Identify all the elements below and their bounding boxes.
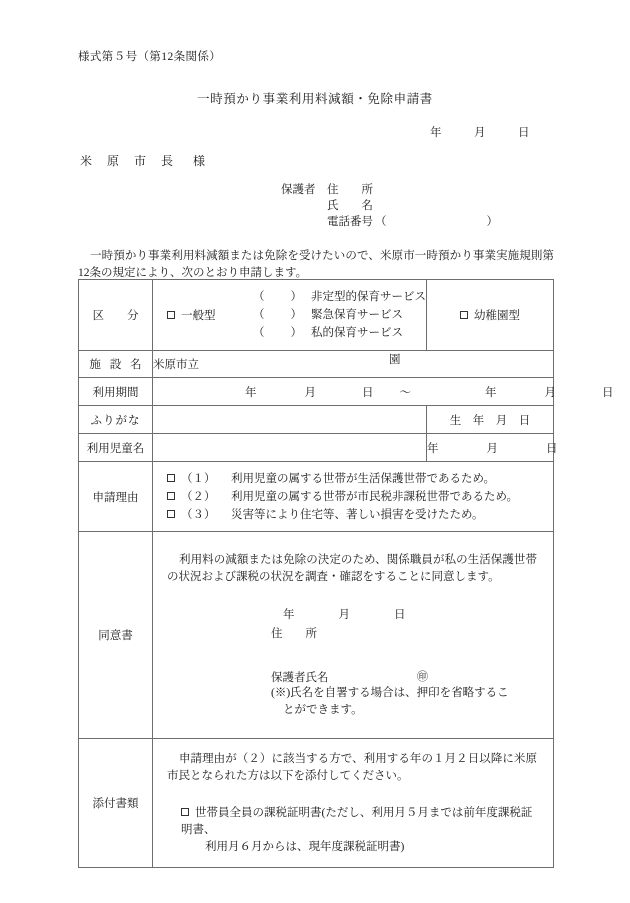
birthdate-header-cell: [427, 406, 554, 434]
table-row-classification: [79, 280, 554, 351]
facility-prefix: 米原市立: [153, 359, 199, 371]
date-month-label: 月: [474, 127, 486, 139]
sub-option-2-paren-open: （: [253, 309, 265, 321]
reason-item-2[interactable]: [167, 488, 553, 506]
facility-suffix: 園: [389, 354, 401, 366]
classification-general-cell: [153, 280, 427, 351]
reason-item-3-number: （３）: [181, 508, 216, 521]
reason-item-1-number: （１）: [181, 472, 216, 485]
sub-option-1-paren-open: （: [253, 291, 265, 303]
period-start-month-label: 月: [304, 386, 316, 399]
child-name-input[interactable]: [153, 434, 427, 462]
sub-option-3[interactable]: [253, 324, 426, 342]
consent-note-line-2: とができます。: [283, 703, 363, 716]
general-type-option[interactable]: [167, 307, 253, 323]
sub-option-1[interactable]: [253, 288, 426, 306]
consent-date-line[interactable]: [167, 606, 537, 622]
sub-option-1-label: 非定型的保育サービス: [311, 291, 426, 303]
consent-content-cell: [153, 532, 554, 739]
consent-address-line[interactable]: [167, 625, 537, 641]
sub-option-1-paren-close: ）: [290, 291, 302, 303]
sub-option-2-label: 緊急保育サービス: [311, 309, 403, 321]
application-form-table: [78, 279, 614, 868]
reason-item-1[interactable]: [167, 470, 553, 488]
period-start-day-label: 日: [362, 386, 374, 399]
sub-option-3-label: 私的保育サービス: [311, 327, 403, 339]
checkbox-icon-reason-2[interactable]: [167, 492, 175, 500]
period-end-day-label: 日: [602, 386, 614, 399]
tel-paren-close: ）: [486, 216, 498, 228]
birthdate-month-label: 月: [486, 442, 498, 455]
reason-item-3[interactable]: [167, 506, 553, 524]
period-end-year-label: 年: [485, 386, 497, 399]
period-tilde: ～: [399, 386, 411, 399]
attachment-item-1[interactable]: [167, 805, 537, 839]
birthdate-label: 生 年 月 日: [449, 414, 531, 427]
birthdate-day-label: 日: [546, 442, 558, 455]
consent-paragraph: 利用料の減額または免除の決定のため、関係職員が私の生活保護世帯の状況および課税の状況を調査・確認をすることに同意します。: [167, 553, 537, 583]
guardian-name-row: [281, 198, 498, 214]
addressee-honorific: 様: [193, 154, 206, 168]
guardian-name-label: 氏 名: [327, 200, 373, 212]
general-type-label: 一般型: [181, 310, 216, 322]
checkbox-icon-general-type[interactable]: [167, 311, 175, 319]
attachments-content-cell: [153, 739, 554, 868]
reason-item-2-text: 利用児童の属する世帯が市民税非課税世帯であるため。: [231, 490, 519, 503]
consent-signature-label: 保護者氏名: [271, 671, 329, 684]
form-number: 様式第５号（第12条関係）: [78, 51, 222, 63]
checkbox-icon-reason-1[interactable]: [167, 474, 175, 482]
consent-note-line-1: (※)氏名を自署する場合は、押印を省略するこ: [271, 686, 509, 699]
guardian-address-label: 住 所: [327, 184, 373, 196]
attachment-item-1-line1: 世帯員全員の課税証明書(ただし、利用月５月までは前年度課税証明書、: [181, 806, 533, 836]
birthdate-year-label: 年: [427, 442, 439, 455]
document-title: 一時預かり事業利用料減額・免除申請書: [197, 92, 433, 106]
guardian-tel-row: [281, 214, 498, 230]
checkbox-icon-reason-3[interactable]: [167, 510, 175, 518]
period-start-year-label: 年: [245, 386, 257, 399]
addressee-name: 米 原 市 長: [80, 154, 180, 168]
period-label: 利用期間: [79, 378, 153, 406]
table-row-child-name: [79, 434, 554, 462]
table-row-facility: [79, 351, 554, 378]
sub-option-3-paren-close: ）: [290, 327, 302, 339]
consent-address-label: 住 所: [271, 627, 317, 640]
facility-value-cell[interactable]: [153, 351, 554, 378]
guardian-role-label: 保護者: [281, 184, 316, 196]
reason-item-3-text: 災害等により住宅等、著しい損害を受けたため。: [231, 508, 484, 521]
intro-paragraph: 一時預かり事業利用料減額または免除を受けたいので、米原市一時預かり事業実施規則第12条の規定により、次のとおり申請します。: [78, 250, 554, 279]
table-row-reason: [79, 462, 554, 532]
attachment-item-1-continued: 利用月６月からは、現年度課税証明書): [205, 840, 405, 853]
consent-day-label: 日: [394, 608, 406, 621]
date-day-label: 日: [518, 127, 530, 139]
table-row-furigana: [79, 406, 554, 434]
birthdate-value-cell[interactable]: [427, 434, 558, 462]
sub-option-2[interactable]: [253, 306, 426, 324]
table-row-period: [79, 378, 554, 406]
tel-paren-open: （: [375, 216, 387, 228]
consent-year-label: 年: [283, 608, 295, 621]
reason-list: [167, 470, 553, 524]
guardian-tel-label: 電話番号: [327, 216, 373, 228]
birthdate-fields: [427, 443, 558, 455]
table-row-consent: [79, 532, 554, 739]
attachments-label: 添付書類: [79, 739, 153, 868]
table-row-attachments: [79, 739, 554, 868]
checkbox-icon-kindergarten-type[interactable]: [460, 311, 468, 319]
addressee: [80, 152, 205, 169]
consent-month-label: 月: [338, 608, 350, 621]
classification-sub-options: [253, 288, 426, 342]
reason-item-2-number: （２）: [181, 490, 216, 503]
attachments-paragraph: 申請理由が（２）に該当する方で、利用する年の１月２日以降に米原市民となられた方は以下を添付してください。: [167, 752, 537, 782]
guardian-address-row: [281, 182, 498, 198]
child-name-label: 利用児童名: [79, 434, 153, 462]
classification-label: 区 分: [79, 280, 153, 351]
date-year-label: 年: [430, 127, 442, 139]
period-fields: [153, 384, 614, 400]
consent-signature-line[interactable]: [167, 669, 537, 685]
kindergarten-type-label: 幼稚園型: [474, 310, 520, 322]
period-end-month-label: 月: [544, 386, 556, 399]
period-value-cell[interactable]: [153, 378, 614, 406]
reason-item-1-text: 利用児童の属する世帯が生活保護世帯であるため。: [231, 472, 496, 485]
facility-label: 施 設 名: [79, 351, 153, 378]
reason-options-cell: [153, 462, 554, 532]
guardian-info-block: [281, 182, 498, 230]
kindergarten-type-option[interactable]: [460, 310, 520, 322]
furigana-label: ふりがな: [79, 406, 153, 434]
sub-option-2-paren-close: ）: [290, 309, 302, 321]
sub-option-3-paren-open: （: [253, 327, 265, 339]
seal-stamp-icon: ㊞: [417, 670, 428, 683]
furigana-input[interactable]: [153, 406, 427, 434]
reason-label: 申請理由: [79, 462, 153, 532]
consent-label: 同意書: [79, 532, 153, 739]
submission-date-line: [430, 124, 530, 140]
classification-kindergarten-cell[interactable]: [427, 280, 554, 351]
checkbox-icon-attachment-1[interactable]: [181, 808, 189, 816]
